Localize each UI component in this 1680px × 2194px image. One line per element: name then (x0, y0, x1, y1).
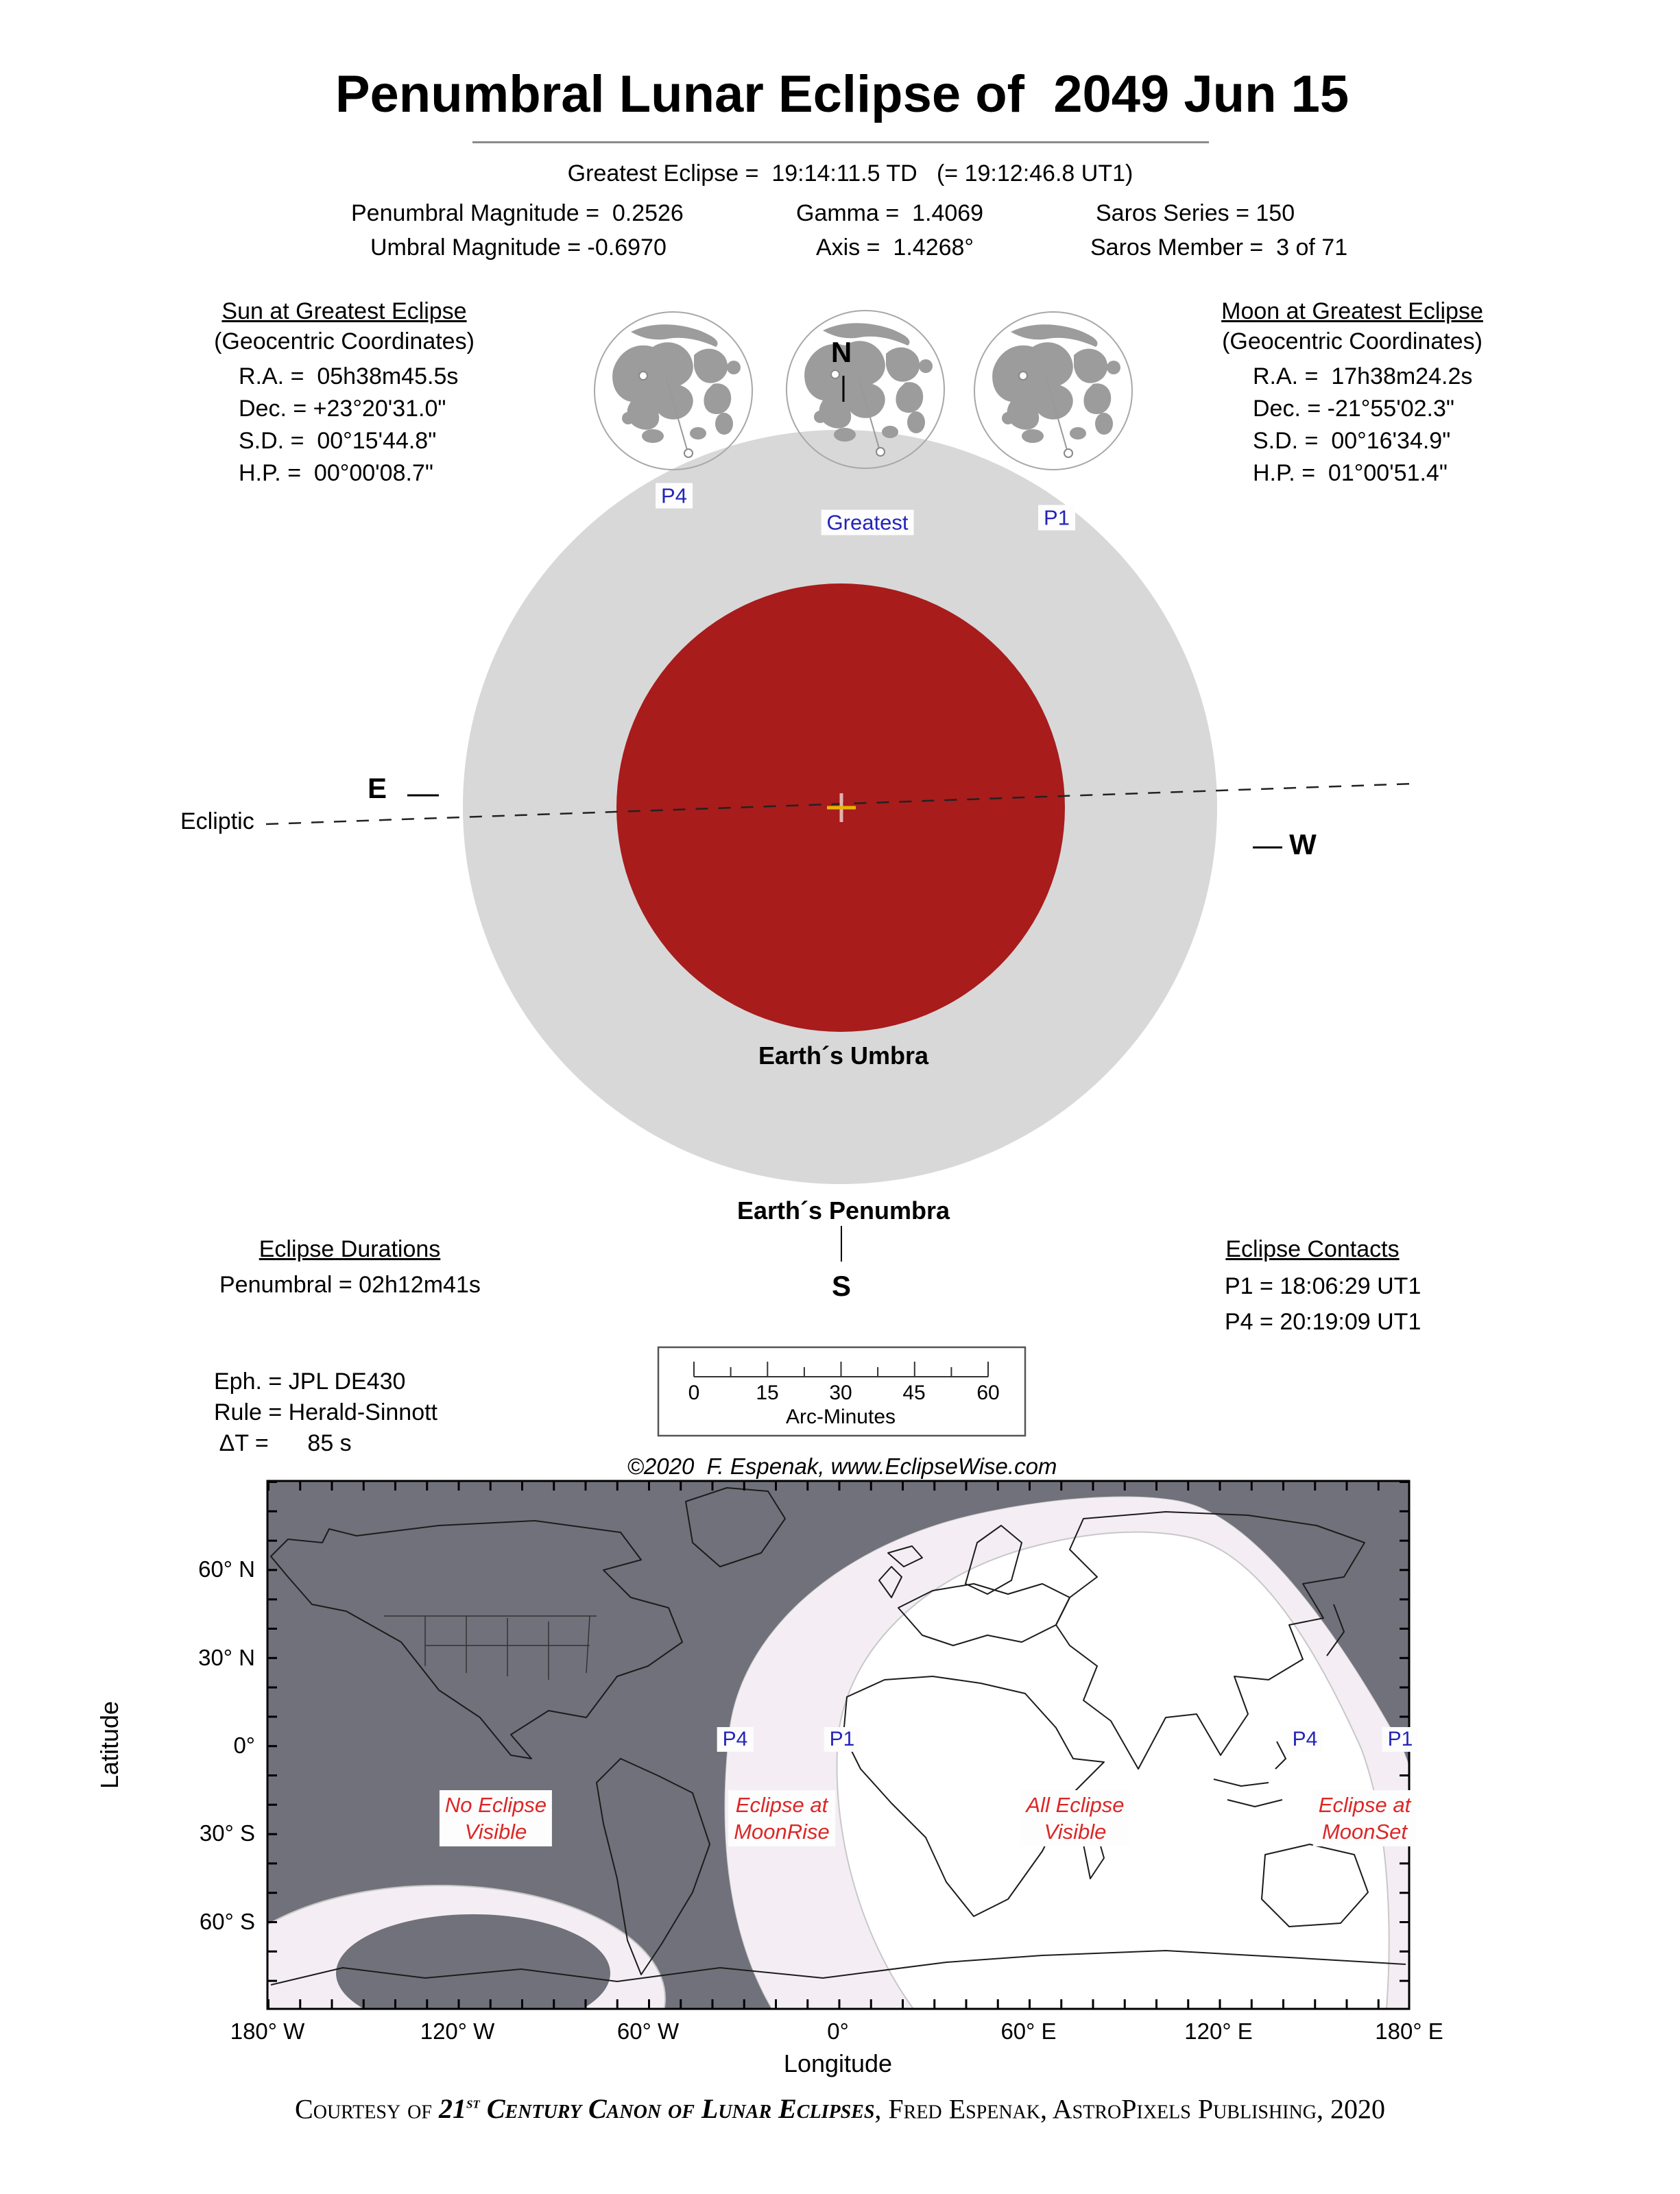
delta-t-row: ΔT = 85 s (214, 1430, 352, 1456)
p1-contact-label: P1 (1038, 505, 1075, 531)
sun-ra: R.A. = 05h38m45.5s (239, 363, 459, 389)
lat-30n-label: 30° N (198, 1645, 255, 1670)
lat-60s-label: 60° S (199, 1909, 255, 1934)
axis-value: Axis = 1.4268° (816, 234, 974, 261)
footer-book-rest: Century Canon of Lunar Eclipses (479, 2093, 875, 2125)
moon-dec: Dec. = -21°55'02.3" (1253, 396, 1454, 422)
map-p4-left-label: P4 (717, 1727, 754, 1752)
zone-no-eclipse (440, 1790, 552, 1846)
contacts-heading: Eclipse Contacts (1225, 1236, 1400, 1262)
zone-all-eclipse-line2: Visible (1044, 1820, 1107, 1844)
scale-tick-15: 15 (756, 1382, 779, 1404)
zone-no-eclipse-line1: No Eclipse (444, 1793, 547, 1817)
moon-block-heading: Moon at Greatest Eclipse (1221, 298, 1483, 324)
zone-all-eclipse (1021, 1790, 1130, 1846)
lon-120w-label: 120° W (420, 2018, 495, 2044)
moon-disk-p4 (595, 312, 752, 470)
durations-heading: Eclipse Durations (259, 1236, 441, 1262)
moon-sd: S.D. = 00°16'34.9" (1253, 428, 1451, 454)
zone-all-eclipse-line1: All Eclipse (1026, 1793, 1125, 1817)
greatest-eclipse-line: Greatest Eclipse = 19:14:11.5 TD (= 19:12:46.8 UT1) (567, 160, 1133, 186)
map-p1-left-label: P1 (824, 1727, 861, 1752)
footer-book-title (439, 2093, 874, 2124)
umbral-magnitude: Umbral Magnitude = -0.6970 (370, 234, 667, 261)
contact-p1-time: P1 = 18:06:29 UT1 (1225, 1273, 1421, 1299)
contact-p4-time: P4 = 20:19:09 UT1 (1225, 1309, 1421, 1335)
gamma-value: Gamma = 1.4069 (796, 200, 984, 226)
lon-60e-label: 60° E (1000, 2018, 1057, 2044)
zone-no-eclipse-line2: Visible (464, 1820, 527, 1844)
lon-180w-label: 180° W (230, 2018, 305, 2044)
footer-book-sup: st (466, 2095, 480, 2112)
sun-block-heading: Sun at Greatest Eclipse (221, 298, 467, 324)
greatest-label: Greatest (821, 510, 914, 535)
scale-tick-60: 60 (976, 1382, 1000, 1404)
scale-tick-45: 45 (902, 1382, 926, 1404)
map-p1-right-label: P1 (1382, 1727, 1419, 1752)
sun-dec: Dec. = +23°20'31.0" (239, 396, 446, 422)
lon-60w-label: 60° W (616, 2018, 680, 2044)
scale-tick-30: 30 (829, 1382, 852, 1404)
title-rule (472, 141, 1209, 143)
p4-contact-label: P4 (656, 483, 693, 509)
ephemeris-row: Eph. = JPL DE430 (214, 1369, 406, 1395)
zone-moonrise-line1: Eclipse at (735, 1793, 828, 1817)
ecliptic-label: Ecliptic (180, 808, 254, 834)
south-label: S (831, 1270, 852, 1302)
saros-member: Saros Member = 3 of 71 (1090, 234, 1348, 261)
rule-row: Rule = Herald-Sinnott (214, 1399, 438, 1425)
moon-disk-p1 (974, 312, 1132, 470)
moon-hp: H.P. = 01°00'51.4" (1253, 460, 1448, 486)
map-p4-right-label: P4 (1287, 1727, 1323, 1752)
zone-moonset (1313, 1790, 1416, 1846)
penumbra-label: Earth´s Penumbra (736, 1196, 950, 1225)
credit-line: ©2020 F. Espenak, www.EclipseWise.com (627, 1454, 1057, 1479)
lat-60n-label: 60° N (198, 1556, 255, 1582)
footer-prefix: Courtesy of (295, 2093, 439, 2125)
zone-moonrise (728, 1790, 835, 1846)
moon-ra: R.A. = 17h38m24.2s (1253, 363, 1473, 389)
sun-sd: S.D. = 00°15'44.8" (239, 428, 437, 454)
footer-book-num: 21 (438, 2093, 466, 2125)
lon-120e-label: 120° E (1184, 2018, 1253, 2044)
west-label: W (1289, 828, 1317, 860)
latitude-axis-label: Latitude (95, 1700, 123, 1789)
zone-moonrise-line2: MoonRise (734, 1820, 830, 1844)
lat-30s-label: 30° S (199, 1820, 255, 1846)
sun-hp: H.P. = 00°00'08.7" (239, 460, 433, 486)
north-label: N (830, 336, 852, 368)
lat-0-label: 0° (233, 1733, 255, 1758)
footer-suffix: , Fred Espenak, AstroPixels Publishing, 2020 (874, 2093, 1385, 2125)
saros-series: Saros Series = 150 (1096, 200, 1295, 226)
scale-unit-label: Arc-Minutes (785, 1406, 896, 1428)
longitude-axis-label: Longitude (783, 2049, 893, 2077)
page-title: Penumbral Lunar Eclipse of 2049 Jun 15 (335, 65, 1349, 123)
moon-block-subheading: (Geocentric Coordinates) (1222, 328, 1483, 354)
footer-credit (295, 2095, 1385, 2123)
sun-block-subheading: (Geocentric Coordinates) (214, 328, 475, 354)
zone-moonset-line2: MoonSet (1321, 1820, 1408, 1844)
scale-tick-0: 0 (688, 1382, 700, 1404)
penumbral-duration: Penumbral = 02h12m41s (219, 1272, 481, 1298)
zone-moonset-line1: Eclipse at (1318, 1793, 1411, 1817)
east-label: E (367, 772, 387, 804)
umbra-label: Earth´s Umbra (758, 1041, 929, 1070)
lon-0-label: 0° (827, 2018, 849, 2044)
penumbral-magnitude: Penumbral Magnitude = 0.2526 (351, 200, 684, 226)
lon-180e-label: 180° E (1375, 2018, 1443, 2044)
